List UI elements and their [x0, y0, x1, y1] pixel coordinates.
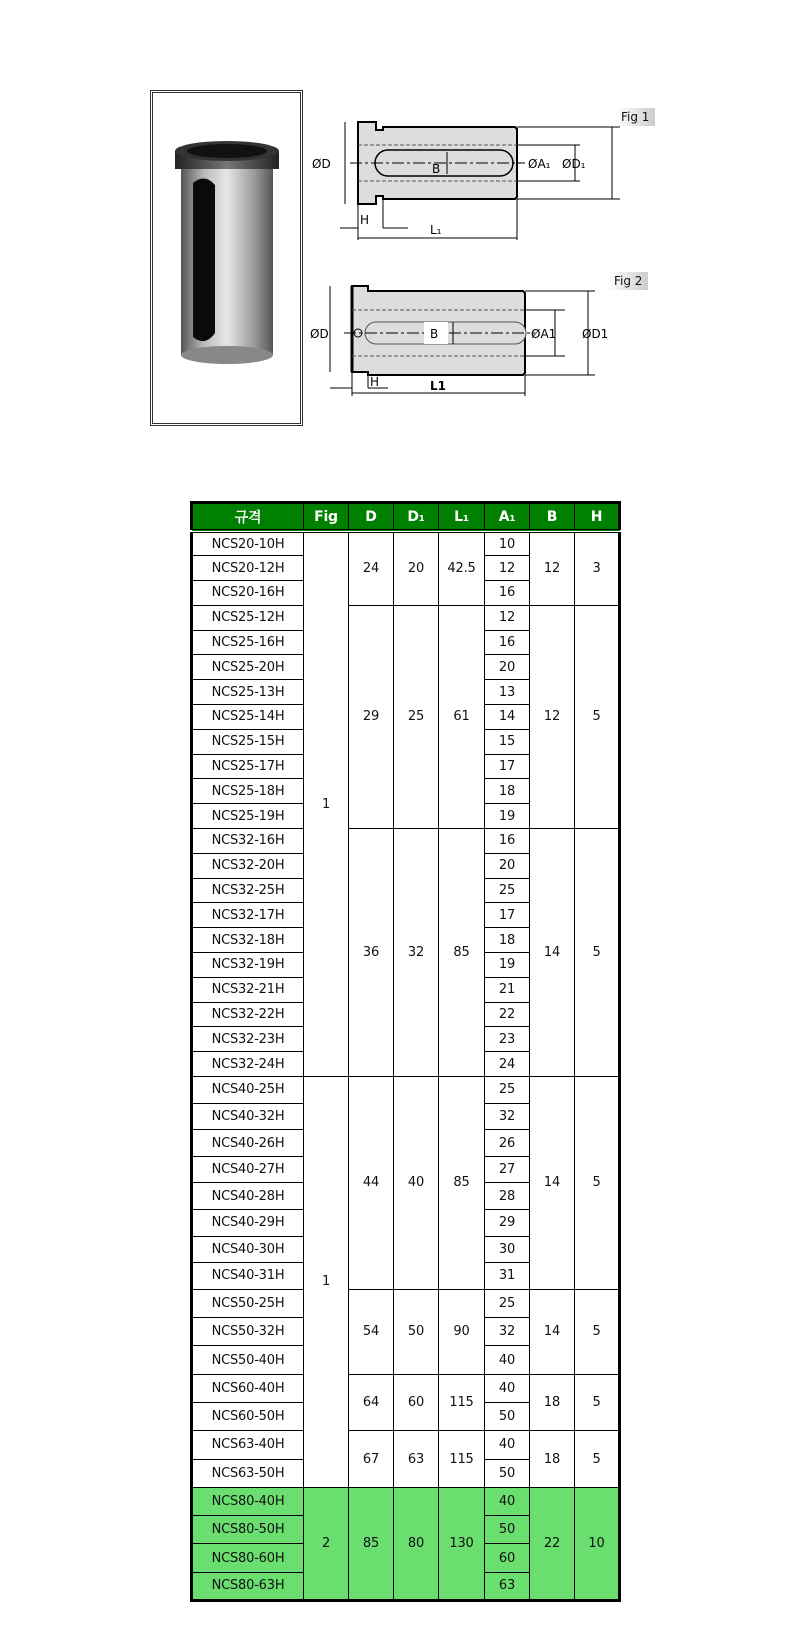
- a1-cell: 32: [485, 1103, 530, 1130]
- product-photo: [150, 90, 303, 426]
- a1-cell: 32: [485, 1318, 530, 1346]
- fig1-dim-d: ØD: [312, 157, 331, 171]
- d-cell: 64: [349, 1374, 394, 1431]
- spec-code-cell: NCS63-40H: [192, 1431, 304, 1459]
- fig1-dim-l1: L₁: [430, 223, 442, 237]
- fig2-dim-d: ØD: [310, 327, 329, 341]
- a1-cell: 28: [485, 1183, 530, 1210]
- h-cell: 5: [575, 1431, 620, 1488]
- l1-cell: 85: [439, 1077, 485, 1290]
- fig2-dim-b: B: [430, 327, 439, 341]
- fig1-drawing: [312, 122, 620, 240]
- a1-cell: 25: [485, 878, 530, 903]
- d-cell: 54: [349, 1289, 394, 1374]
- a1-cell: 40: [485, 1374, 530, 1402]
- a1-cell: 29: [485, 1210, 530, 1237]
- h-cell: 3: [575, 531, 620, 605]
- spec-code-cell: NCS40-31H: [192, 1263, 304, 1290]
- b-cell: 18: [530, 1431, 575, 1488]
- spec-code-cell: NCS32-16H: [192, 829, 304, 854]
- spec-code-cell: NCS50-32H: [192, 1318, 304, 1346]
- header-fig: Fig: [304, 503, 349, 532]
- fig1-dim-h: H: [360, 213, 370, 227]
- spec-code-cell: NCS20-10H: [192, 531, 304, 556]
- spec-code-cell: NCS25-13H: [192, 680, 304, 705]
- header-d: D: [349, 503, 394, 532]
- a1-cell: 60: [485, 1544, 530, 1572]
- spec-code-cell: NCS80-40H: [192, 1487, 304, 1515]
- header-h: H: [575, 503, 620, 532]
- header-b: B: [530, 503, 575, 532]
- d1-cell: 20: [394, 531, 439, 605]
- a1-cell: 31: [485, 1263, 530, 1290]
- a1-cell: 14: [485, 705, 530, 730]
- a1-cell: 25: [485, 1289, 530, 1317]
- a1-cell: 25: [485, 1077, 530, 1104]
- d-cell: 29: [349, 605, 394, 828]
- spec-code-cell: NCS32-17H: [192, 903, 304, 928]
- spec-code-cell: NCS32-22H: [192, 1002, 304, 1027]
- a1-cell: 16: [485, 829, 530, 854]
- fig2-dim-l1: L1: [430, 379, 446, 393]
- a1-cell: 17: [485, 754, 530, 779]
- l1-cell: 90: [439, 1289, 485, 1374]
- spec-code-cell: NCS32-21H: [192, 977, 304, 1002]
- spec-code-cell: NCS32-25H: [192, 878, 304, 903]
- spec-code-cell: NCS20-16H: [192, 581, 304, 606]
- a1-cell: 50: [485, 1402, 530, 1430]
- a1-cell: 40: [485, 1431, 530, 1459]
- a1-cell: 40: [485, 1487, 530, 1515]
- a1-cell: 50: [485, 1516, 530, 1544]
- h-cell: 5: [575, 1289, 620, 1374]
- spec-code-cell: NCS40-26H: [192, 1130, 304, 1157]
- spec-code-cell: NCS80-60H: [192, 1544, 304, 1572]
- b-cell: 14: [530, 1077, 575, 1290]
- a1-cell: 10: [485, 531, 530, 556]
- fig2-drawing: [310, 286, 608, 396]
- spec-code-cell: NCS32-20H: [192, 853, 304, 878]
- b-cell: 18: [530, 1374, 575, 1431]
- d-cell: 85: [349, 1487, 394, 1600]
- a1-cell: 26: [485, 1130, 530, 1157]
- spec-code-cell: NCS32-23H: [192, 1027, 304, 1052]
- a1-cell: 50: [485, 1459, 530, 1487]
- d1-cell: 25: [394, 605, 439, 828]
- a1-cell: 40: [485, 1346, 530, 1374]
- table-header-row: [192, 503, 620, 532]
- a1-cell: 30: [485, 1236, 530, 1263]
- spec-code-cell: NCS63-50H: [192, 1459, 304, 1487]
- b-cell: 14: [530, 1289, 575, 1374]
- spec-code-cell: NCS40-29H: [192, 1210, 304, 1237]
- d-cell: 44: [349, 1077, 394, 1290]
- h-cell: 5: [575, 829, 620, 1077]
- spec-table: [190, 501, 621, 1602]
- l1-cell: 42.5: [439, 531, 485, 605]
- fig1-dim-b: B: [432, 162, 441, 176]
- spec-code-cell: NCS25-20H: [192, 655, 304, 680]
- b-cell: 14: [530, 829, 575, 1077]
- spec-code-cell: NCS32-19H: [192, 953, 304, 978]
- table-row: [192, 1487, 620, 1515]
- spec-code-cell: NCS25-19H: [192, 804, 304, 829]
- d1-cell: 40: [394, 1077, 439, 1290]
- table-row: [192, 605, 620, 630]
- l1-cell: 61: [439, 605, 485, 828]
- h-cell: 5: [575, 605, 620, 828]
- spec-code-cell: NCS25-14H: [192, 705, 304, 730]
- b-cell: 12: [530, 531, 575, 605]
- table-row: [192, 829, 620, 854]
- sleeve-photo-illustration: [153, 93, 300, 423]
- header-d1: D₁: [394, 503, 439, 532]
- spec-code-cell: NCS25-15H: [192, 729, 304, 754]
- spec-code-cell: NCS40-32H: [192, 1103, 304, 1130]
- spec-code-cell: NCS50-25H: [192, 1289, 304, 1317]
- spec-code-cell: NCS20-12H: [192, 556, 304, 581]
- b-cell: 12: [530, 605, 575, 828]
- fig-cell: 1: [304, 1077, 349, 1488]
- a1-cell: 12: [485, 605, 530, 630]
- fig-cell: 2: [304, 1487, 349, 1600]
- spec-code-cell: NCS60-40H: [192, 1374, 304, 1402]
- fig2-dim-h: H: [370, 375, 380, 389]
- table-row: [192, 1289, 620, 1317]
- a1-cell: 27: [485, 1156, 530, 1183]
- spec-code-cell: NCS25-12H: [192, 605, 304, 630]
- d-cell: 67: [349, 1431, 394, 1488]
- l1-cell: 115: [439, 1374, 485, 1431]
- fig2-dim-a1: ØA1: [531, 327, 557, 341]
- a1-cell: 18: [485, 928, 530, 953]
- a1-cell: 12: [485, 556, 530, 581]
- h-cell: 10: [575, 1487, 620, 1600]
- a1-cell: 23: [485, 1027, 530, 1052]
- fig2-label: Fig 2: [608, 272, 648, 290]
- l1-cell: 85: [439, 829, 485, 1077]
- table-row: [192, 1077, 620, 1104]
- d1-cell: 50: [394, 1289, 439, 1374]
- fig-cell: 1: [304, 531, 349, 1077]
- header-a1: A₁: [485, 503, 530, 532]
- spec-code-cell: NCS80-50H: [192, 1516, 304, 1544]
- a1-cell: 20: [485, 853, 530, 878]
- l1-cell: 130: [439, 1487, 485, 1600]
- spec-code-cell: NCS40-30H: [192, 1236, 304, 1263]
- a1-cell: 16: [485, 630, 530, 655]
- h-cell: 5: [575, 1374, 620, 1431]
- fig2-dim-d1: ØD1: [582, 327, 609, 341]
- fig1-dim-a1: ØA₁: [528, 157, 551, 171]
- technical-drawing: [310, 100, 620, 410]
- a1-cell: 15: [485, 729, 530, 754]
- a1-cell: 24: [485, 1052, 530, 1077]
- spec-code-cell: NCS32-18H: [192, 928, 304, 953]
- b-cell: 22: [530, 1487, 575, 1600]
- a1-cell: 63: [485, 1572, 530, 1600]
- a1-cell: 17: [485, 903, 530, 928]
- a1-cell: 19: [485, 953, 530, 978]
- spec-code-cell: NCS32-24H: [192, 1052, 304, 1077]
- d1-cell: 80: [394, 1487, 439, 1600]
- table-row: [192, 1431, 620, 1459]
- a1-cell: 22: [485, 1002, 530, 1027]
- d-cell: 36: [349, 829, 394, 1077]
- a1-cell: 13: [485, 680, 530, 705]
- header-l1: L₁: [439, 503, 485, 532]
- l1-cell: 115: [439, 1431, 485, 1488]
- fig1-label: Fig 1: [615, 108, 655, 126]
- spec-code-cell: NCS50-40H: [192, 1346, 304, 1374]
- h-cell: 5: [575, 1077, 620, 1290]
- d-cell: 24: [349, 531, 394, 605]
- a1-cell: 18: [485, 779, 530, 804]
- d1-cell: 60: [394, 1374, 439, 1431]
- spec-code-cell: NCS60-50H: [192, 1402, 304, 1430]
- fig1-dim-d1: ØD₁: [562, 157, 586, 171]
- spec-code-cell: NCS80-63H: [192, 1572, 304, 1600]
- spec-code-cell: NCS25-18H: [192, 779, 304, 804]
- spec-code-cell: NCS40-25H: [192, 1077, 304, 1104]
- spec-code-cell: NCS40-28H: [192, 1183, 304, 1210]
- a1-cell: 16: [485, 581, 530, 606]
- d1-cell: 63: [394, 1431, 439, 1488]
- table-row: [192, 531, 620, 556]
- d1-cell: 32: [394, 829, 439, 1077]
- spec-code-cell: NCS25-16H: [192, 630, 304, 655]
- a1-cell: 20: [485, 655, 530, 680]
- a1-cell: 19: [485, 804, 530, 829]
- table-row: [192, 1374, 620, 1402]
- a1-cell: 21: [485, 977, 530, 1002]
- header-spec: 규격: [192, 503, 304, 532]
- table-body: [192, 531, 620, 1601]
- spec-code-cell: NCS40-27H: [192, 1156, 304, 1183]
- spec-code-cell: NCS25-17H: [192, 754, 304, 779]
